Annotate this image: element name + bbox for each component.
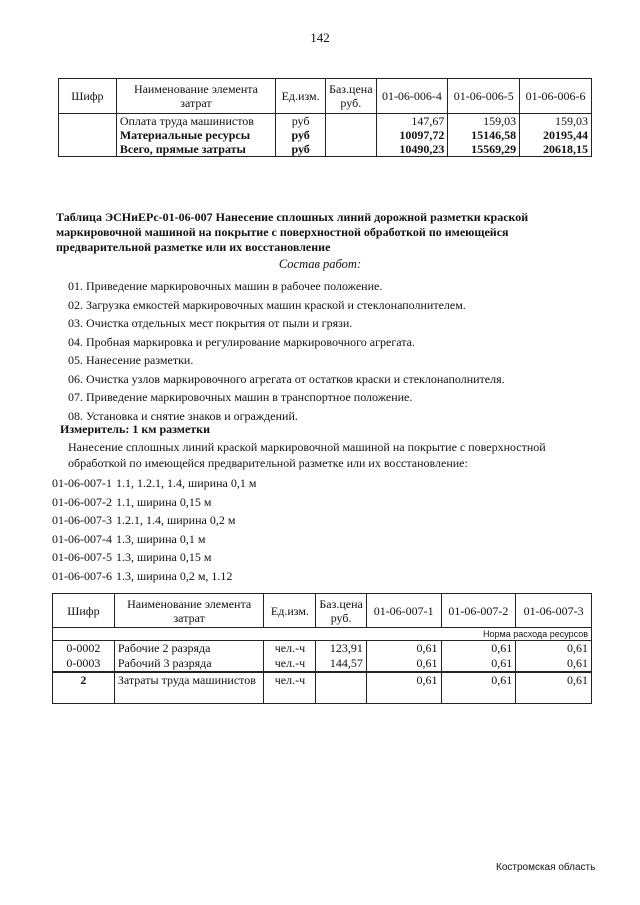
header-cell: 01-06-006-6 bbox=[520, 79, 592, 114]
name-cell: Рабочий 3 разряда bbox=[114, 656, 264, 672]
code-label: 01-06-007-6 bbox=[52, 568, 112, 583]
header-cell: Ед.изм. bbox=[264, 594, 316, 628]
norm-row bbox=[53, 628, 592, 641]
header-cell: Шифр bbox=[53, 594, 115, 628]
list-item bbox=[52, 511, 256, 530]
list-item: 08. Установка и снятие знаков и ограждений. bbox=[68, 408, 298, 423]
list-item: 03. Очистка отдельных мест покрытия от пыли и грязи. bbox=[68, 316, 353, 330]
table-row bbox=[53, 672, 592, 704]
codes-list bbox=[52, 474, 256, 585]
code-label: 01-06-007-5 bbox=[52, 550, 112, 564]
table-row bbox=[53, 641, 592, 657]
value-cell: 147,67 bbox=[376, 114, 448, 129]
table-header bbox=[59, 79, 592, 114]
name-cell: Оплата труда машинистов bbox=[116, 114, 275, 129]
value-cell: 15569,29 bbox=[448, 142, 520, 157]
list-item: 02. Загрузка емкостей маркировочных машин краской и стеклонаполнителем. bbox=[68, 297, 466, 312]
unit-cell: руб bbox=[276, 142, 326, 157]
name-cell: Всего, прямые затраты bbox=[116, 142, 275, 157]
value-cell: 10097,72 bbox=[376, 128, 448, 142]
header-cell: Ед.изм. bbox=[276, 79, 326, 114]
list-item bbox=[52, 530, 256, 549]
code-cell bbox=[59, 128, 117, 142]
name-cell: Затраты труда машинистов bbox=[114, 672, 264, 704]
header-cell: 01-06-006-5 bbox=[448, 79, 520, 114]
list-item: 06. Очистка узлов маркировочного агрегата от остатков краски и стеклонаполнителя. bbox=[68, 371, 505, 386]
header-cell: 01-06-007-3 bbox=[516, 594, 592, 628]
list-item: 04. Пробная маркировка и регулирование маркировочного агрегата. bbox=[68, 334, 415, 349]
table-row bbox=[59, 114, 592, 129]
code-cell: 0-0003 bbox=[53, 656, 115, 672]
list-item: 05. Нанесение разметки. bbox=[68, 353, 194, 367]
header-cell: 01-06-006-4 bbox=[376, 79, 448, 114]
unit-cell: чел.-ч bbox=[264, 656, 316, 672]
price-cell bbox=[326, 142, 376, 157]
code-cell: 2 bbox=[53, 672, 115, 704]
page-number: 142 bbox=[310, 30, 330, 45]
value-cell: 15146,58 bbox=[448, 128, 520, 142]
table-row bbox=[53, 656, 592, 672]
measurement-unit: Измеритель: 1 км разметки bbox=[60, 422, 211, 436]
code-text: 1.2.1, 1.4, ширина 0,2 м bbox=[116, 513, 236, 527]
list-item bbox=[52, 493, 256, 512]
code-label: 01-06-007-4 bbox=[52, 531, 112, 546]
value-cell: 159,03 bbox=[448, 114, 520, 129]
header-cell: 01-06-007-1 bbox=[366, 594, 441, 628]
table-title: Таблица ЭСНиЕРс-01-06-007 Нанесение сплошных линий дорожной разметки краской маркировочной машиной на покрытие с поверхностной обработкой по имеющейся предварительной разметке или их восстановление bbox=[56, 210, 529, 254]
footer-region: Костромская область bbox=[496, 862, 596, 873]
value-cell: 0,61 bbox=[441, 656, 516, 672]
composition-heading: Состав работ: bbox=[278, 257, 362, 271]
code-text: 1.3, ширина 0,15 м bbox=[116, 550, 212, 564]
header-cell: Баз.цена руб. bbox=[316, 594, 366, 628]
price-cell bbox=[326, 114, 376, 129]
unit-cell: чел.-ч bbox=[264, 641, 316, 657]
code-text: 1.1, 1.2.1, 1.4, ширина 0,1 м bbox=[116, 476, 257, 490]
table-row bbox=[59, 128, 592, 142]
list-item bbox=[52, 548, 256, 567]
resource-table bbox=[52, 593, 592, 704]
name-cell: Материальные ресурсы bbox=[116, 128, 275, 142]
code-cell bbox=[59, 114, 117, 129]
list-item: 01. Приведение маркировочных машин в рабочее положение. bbox=[68, 279, 383, 293]
header-cell: Наименование элемента затрат bbox=[116, 79, 275, 114]
cost-table-top bbox=[58, 78, 592, 157]
table-row bbox=[59, 142, 592, 157]
value-cell: 0,61 bbox=[516, 672, 592, 704]
value-cell: 0,61 bbox=[516, 656, 592, 672]
value-cell: 10490,23 bbox=[376, 142, 448, 157]
value-cell: 20195,44 bbox=[520, 128, 592, 142]
code-cell bbox=[59, 142, 117, 157]
operations-list bbox=[68, 277, 505, 425]
code-label: 01-06-007-2 bbox=[52, 494, 112, 509]
code-cell: 0-0002 bbox=[53, 641, 115, 657]
description: Нанесение сплошных линий краской маркировочной машиной на покрытие с поверхностной обработкой по имеющейся предварительной разметке или их восстановление: bbox=[68, 440, 546, 470]
value-cell: 0,61 bbox=[441, 641, 516, 657]
header-cell: Наименование элемента затрат bbox=[114, 594, 264, 628]
list-item bbox=[52, 474, 256, 493]
code-text: 1.3, ширина 0,1 м bbox=[116, 531, 206, 546]
value-cell: 159,03 bbox=[520, 114, 592, 129]
value-cell: 0,61 bbox=[366, 656, 441, 672]
table-header bbox=[53, 594, 592, 628]
price-cell: 144,57 bbox=[316, 656, 366, 672]
value-cell: 0,61 bbox=[366, 641, 441, 657]
list-item: 07. Приведение маркировочных машин в транспортное положение. bbox=[68, 390, 413, 404]
header-cell: 01-06-007-2 bbox=[441, 594, 516, 628]
value-cell: 0,61 bbox=[441, 672, 516, 704]
value-cell: 0,61 bbox=[366, 672, 441, 704]
code-text: 1.3, ширина 0,2 м, 1.12 bbox=[116, 568, 233, 583]
price-cell bbox=[326, 128, 376, 142]
header-cell: Баз.цена руб. bbox=[326, 79, 376, 114]
code-label: 01-06-007-3 bbox=[52, 513, 112, 527]
name-cell: Рабочие 2 разряда bbox=[114, 641, 264, 657]
price-cell bbox=[316, 672, 366, 704]
unit-cell: руб bbox=[276, 128, 326, 142]
code-text: 1.1, ширина 0,15 м bbox=[116, 494, 212, 509]
code-label: 01-06-007-1 bbox=[52, 476, 112, 490]
norm-label: Норма расхода ресурсов bbox=[53, 628, 592, 641]
header-cell: Шифр bbox=[59, 79, 117, 114]
price-cell: 123,91 bbox=[316, 641, 366, 657]
value-cell: 20618,15 bbox=[520, 142, 592, 157]
list-item bbox=[52, 567, 256, 586]
unit-cell: руб bbox=[276, 114, 326, 129]
unit-cell: чел.-ч bbox=[264, 672, 316, 704]
value-cell: 0,61 bbox=[516, 641, 592, 657]
